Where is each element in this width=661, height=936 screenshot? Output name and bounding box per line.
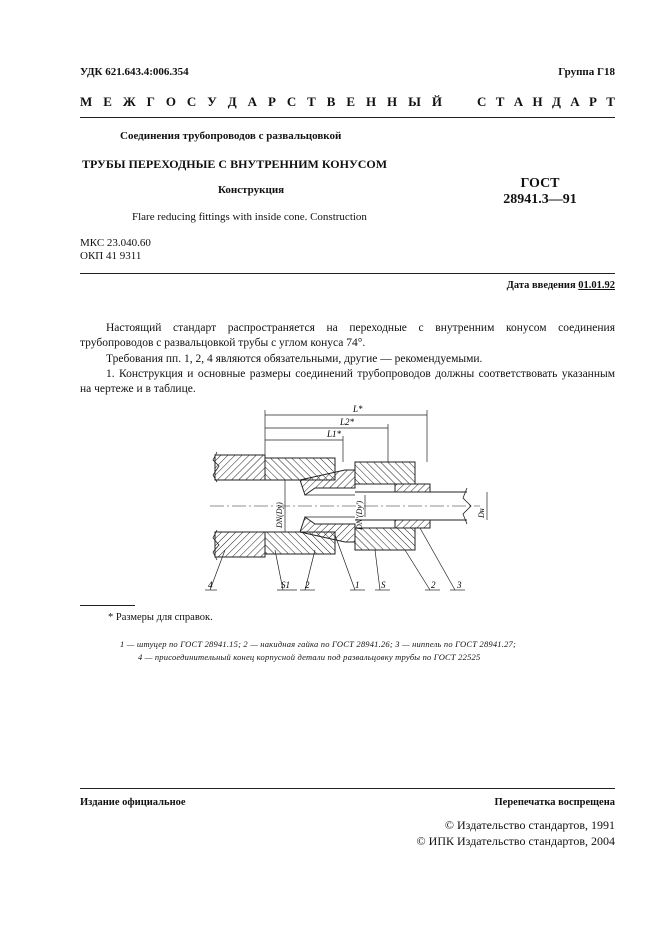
callout-s: S — [381, 580, 386, 590]
banner-letter: А — [513, 94, 524, 109]
fitting-drawing — [205, 400, 500, 600]
standard-banner — [80, 94, 615, 110]
paragraph-scope: Настоящий стандарт распространяется на переходные с внутренним конусом соединения трубопроводов с развальцовкой трубы с углом конуса 74°. — [80, 322, 615, 349]
dim-dh: Dн — [477, 508, 486, 518]
document-title: ТРУБЫ ПЕРЕХОДНЫЕ С ВНУТРЕННИМ КОНУСОМ — [82, 157, 388, 171]
header-divider — [80, 273, 615, 274]
banner-word-standard — [477, 94, 615, 110]
banner-letter: Й — [431, 94, 442, 109]
footer-divider — [80, 788, 615, 789]
union-nut-right — [355, 462, 415, 484]
callout-3: 3 — [457, 580, 462, 590]
banner-divider — [80, 117, 615, 118]
banner-letter: Т — [307, 94, 316, 109]
callout-s1: S1 — [281, 580, 290, 590]
banner-letter: М — [80, 94, 93, 109]
dim-dn: DN(Dy) — [275, 502, 284, 528]
callout-2-left: 2 — [305, 580, 310, 590]
reprint-notice: Перепечатка воспрещена — [494, 797, 615, 808]
body-part-4 — [215, 455, 265, 480]
legend-line-1: 1 — штуцер по ГОСТ 28941.15; 2 — накидная гайка по ГОСТ 28941.26; 3 — ниппель по ГОСТ 28941.27; — [120, 639, 517, 649]
intro-date-label: Дата введения — [506, 280, 576, 291]
paragraph-requirements: Требования пп. 1, 2, 4 являются обязательными, другие — рекомендуемыми. — [106, 353, 483, 365]
footnote-divider — [80, 605, 135, 606]
copyright-1991: © Издательство стандартов, 1991 — [444, 818, 615, 832]
banner-letter: Е — [346, 94, 356, 109]
intro-date — [507, 280, 615, 291]
gost-number: 28941.3—91 — [503, 192, 577, 207]
banner-letter: Ж — [122, 94, 136, 109]
dim-l2: L2* — [340, 417, 355, 427]
document-subtitle: Конструкция — [218, 184, 285, 196]
mks-code: МКС 23.040.60 — [80, 237, 151, 249]
banner-letter: Р — [588, 94, 597, 109]
gost-label: ГОСТ — [520, 176, 560, 191]
banner-letter: Г — [146, 94, 155, 109]
banner-letter: У — [207, 94, 217, 109]
english-title: Flare reducing fittings with inside cone. Construction — [132, 211, 367, 223]
nipple-3-upper — [395, 484, 430, 492]
banner-letter: В — [326, 94, 336, 109]
banner-letter: Е — [103, 94, 112, 109]
paragraph-construction: 1. Конструкция и основные размеры соединений трубопроводов должны соответствовать указанным на чертеже и в таблице. — [80, 368, 615, 395]
dim-dn-prime: DN'(Dy') — [355, 500, 364, 530]
edition-label: Издание официальное — [80, 797, 186, 808]
banner-letter: О — [165, 94, 176, 109]
banner-letter: С — [477, 94, 487, 109]
nipple-3-lower — [395, 520, 430, 528]
banner-letter: А — [247, 94, 257, 109]
banner-letter: А — [570, 94, 580, 109]
series-title: Соединения трубопроводов с развальцовкой — [120, 130, 342, 142]
intro-date-value: 01.01.92 — [578, 280, 615, 291]
banner-letter: Д — [227, 94, 237, 109]
dim-l1: L1* — [327, 429, 342, 439]
callout-1: 1 — [355, 580, 360, 590]
okp-code: ОКП 41 9311 — [80, 250, 142, 262]
legend-line-2: 4 — присоединительный конец корпусной детали под развальцовку трубы по ГОСТ 22525 — [138, 652, 481, 662]
banner-letter: Р — [267, 94, 276, 109]
banner-letter: С — [186, 94, 197, 109]
banner-letter: Н — [365, 94, 377, 109]
callout-4: 4 — [208, 580, 213, 590]
callout-2-right: 2 — [431, 580, 436, 590]
banner-letter: Н — [532, 94, 543, 109]
banner-letter: Т — [495, 94, 505, 109]
footnote-text: * Размеры для справок. — [108, 612, 213, 623]
banner-word-interstate — [80, 94, 442, 110]
body-part-4-lower — [215, 532, 265, 557]
banner-letter: Ы — [408, 94, 421, 109]
banner-letter: Д — [551, 94, 561, 109]
copyright-2004: © ИПК Издательство стандартов, 2004 — [416, 834, 615, 848]
banner-letter: С — [286, 94, 297, 109]
banner-letter: Н — [387, 94, 398, 109]
banner-letter: Т — [606, 94, 615, 109]
dim-l: L* — [353, 404, 363, 414]
union-nut-right-lower — [355, 528, 415, 550]
udk-code: УДК 621.643.4:006.354 — [80, 66, 189, 78]
group-code: Группа Г18 — [558, 66, 615, 78]
